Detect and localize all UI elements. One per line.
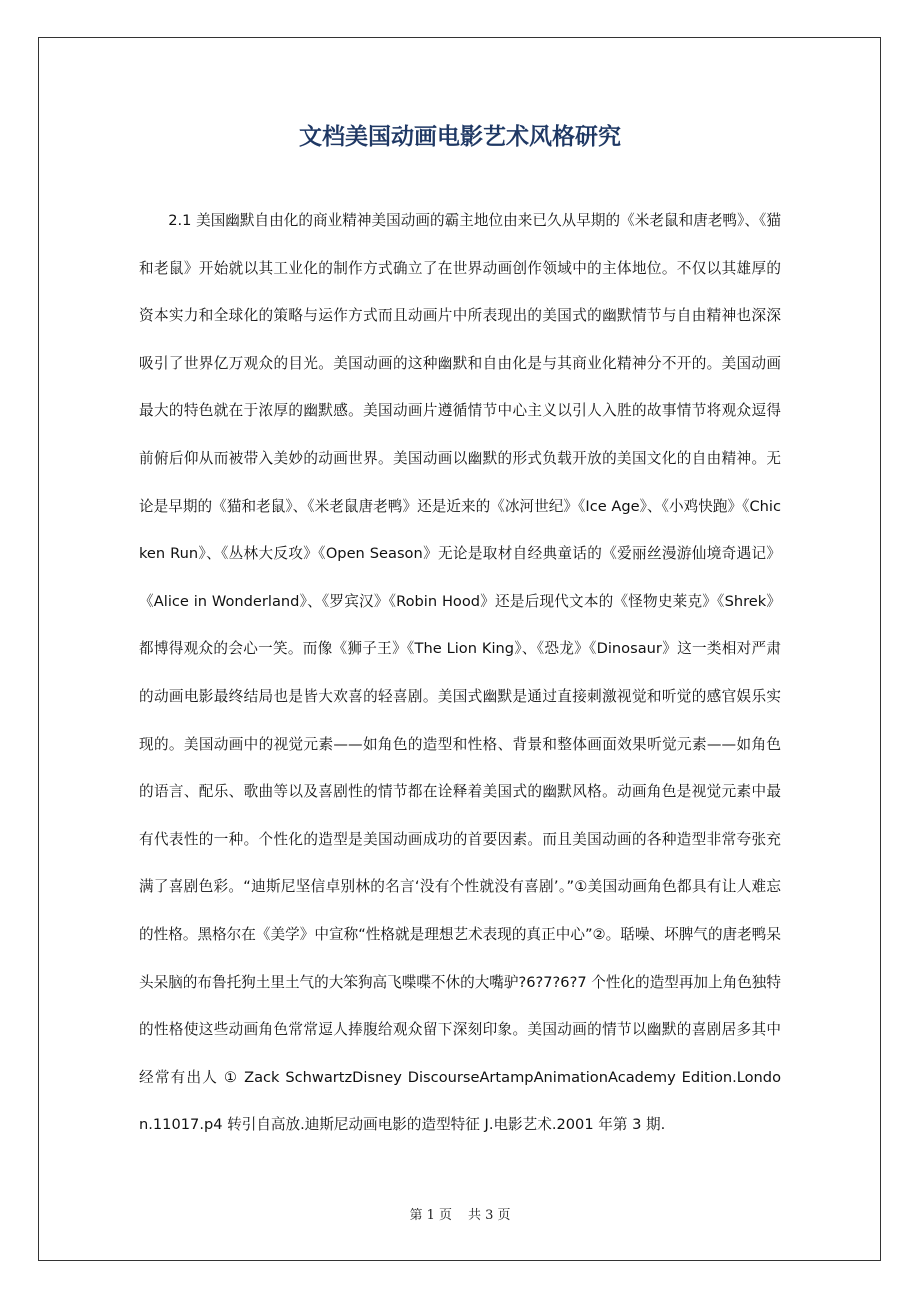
document-title: 文档美国动画电影艺术风格研究: [299, 124, 621, 150]
page-footer: [0, 1206, 920, 1226]
document-body-paragraph: 2.1 美国幽默自由化的商业精神美国动画的霸主地位由来已久从早期的《米老鼠和唐老鸭》、《猫和老鼠》开始就以其工业化的制作方式确立了在世界动画创作领域中的主体地位。不仅以其雄厚的资本实力和全球化的策略与运作方式而且动画片中所表现出的美国式的幽默情节与自由精神也深深吸引了世界亿万观众的目光。美国动画的这种幽默和自由化是与其商业化精神分不开的。美国动画最大的特色就在于浓厚的幽默感。美国动画片遵循情节中心主义以引人入胜的故事情节将观众逗得前俯后仰从而被带入美妙的动画世界。美国动画以幽默的形式负载开放的美国文化的自由精神。无论是早期的《猫和老鼠》、《米老鼠唐老鸭》还是近来的《冰河世纪》《Ice Age》、《小鸡快跑》《Chicken Run》、《丛林大反攻》《Open Season》无论是取材自经典童话的《爱丽丝漫游仙境奇遇记》《Alice in Wonderland》、《罗宾汉》《Robin Hood》还是后现代文本的《怪物史莱克》《Shrek》都博得观众的会心一笑。而像《狮子王》《The Lion King》、《恐龙》《Dinosaur》这一类相对严肃的动画电影最终结局也是皆大欢喜的轻喜剧。美国式幽默是通过直接刺激视觉和听觉的感官娱乐实现的。美国动画中的视觉元素——如角色的造型和性格、背景和整体画面效果听觉元素——如角色的语言、配乐、歌曲等以及喜剧性的情节都在诠释着美国式的幽默风格。动画角色是视觉元素中最有代表性的一种。个性化的造型是美国动画成功的首要因素。而且美国动画的各种造型非常夸张充满了喜剧色彩。“迪斯尼坚信卓别林的名言‘没有个性就没有喜剧’。”①美国动画角色都具有让人难忘的性格。黑格尔在《美学》中宣称“性格就是理想艺术表现的真正中心”②。聒噪、坏脾气的唐老鸭呆头呆脑的布鲁托狗土里土气的大笨狗高飞喋喋不休的大嘴驴?6?7?6?7 个性化的造型再加上角色独特的性格使这些动画角色常常逗人捧腹给观众留下深刻印象。美国动画的情节以幽默的喜剧居多其中经常有出人 ① Zack SchwartzDisney DiscourseArtampAnimationAcademy Edition.London.11017.p4 转引自高放.迪斯尼动画电影的造型特征 J.电影艺术.2001 年第 3 期.: [139, 212, 782, 1134]
page-total: 共 3 页: [468, 1208, 511, 1223]
page-number: 第 1 页: [409, 1208, 452, 1223]
